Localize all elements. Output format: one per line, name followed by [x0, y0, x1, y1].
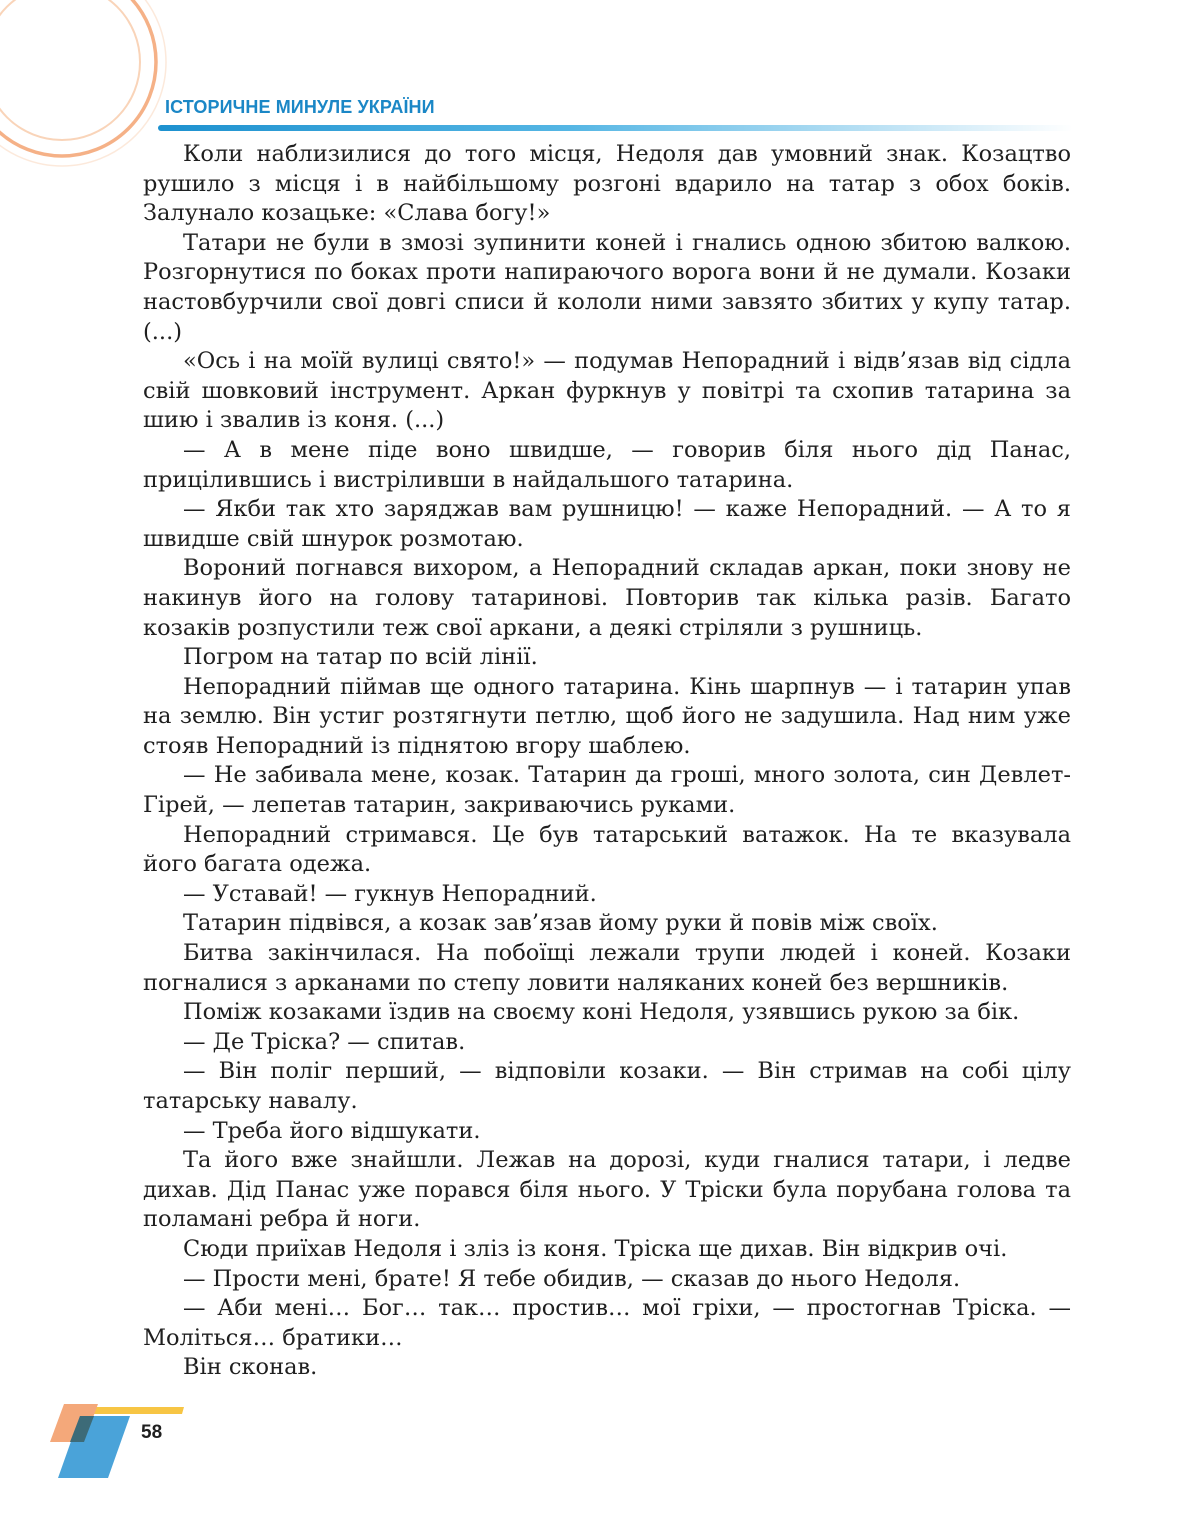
paragraph: — Прости мені, брате! Я тебе обидив, — сказав до нього Недоля. — [183, 1265, 961, 1292]
paragraph: «Ось і на моїй вулиці свято!» — подумав Непорадний і відв’язав від сідла свій шовковий інструмент. Аркан фуркнув у повітрі та схопив татарина за шию і звалив із коня. (...) — [143, 348, 1071, 434]
paragraph: Сюди приїхав Недоля і зліз із коня. Тріска ще дихав. Він відкрив очі. — [183, 1235, 1008, 1262]
paragraph: Та його вже знайшли. Лежав на дорозі, куди гналися татари, і ледве дихав. Дід Панас уже порався біля нього. У Тріски була порубана голова та поламані ребра й ноги. — [143, 1147, 1071, 1233]
header-rule — [158, 125, 1073, 131]
page-number: 58 — [141, 1422, 163, 1443]
paragraph: Битва закінчилася. На побоїщі лежали трупи людей і коней. Козаки погналися з арканами по степу ловити наляканих коней без вершників. — [143, 940, 1071, 996]
paragraph: Погром на татар по всій лінії. — [183, 644, 538, 671]
paragraph: — Треба його відшукати. — [183, 1117, 481, 1144]
paragraph: Татари не були в змозі зупинити коней і гнались одною збитою валкою. Розгорнутися по боках проти напираючого ворога вони й не думали. Козаки настовбурчили свої довгі списи й кололи ними завзято збитих у купу татар. (...) — [143, 229, 1071, 345]
paragraph: — Не забивала мене, козак. Татарин да гроші, много золота, син Девлет-Гірей, — лепетав татарин, закриваючись руками. — [143, 762, 1071, 819]
paragraph: — Де Тріска? — спитав. — [183, 1028, 466, 1055]
footer-yellow-bar — [86, 1407, 184, 1414]
paragraph: Коли наблизилися до того місця, Недоля дав умовний знак. Козацтво рушило з місця і в найбільшому розгоні вдарило на татар з обох боків. Залунало козацьке: «Слава богу!» — [143, 141, 1071, 227]
paragraph: Вороний погнався вихором, а Непорадний складав аркан, поки знову не накинув його на голову татаринові. Повторив так кілька разів. Багато козаків розпустили теж свої аркани, а деякі стріляли з рушниць. — [143, 555, 1071, 641]
paragraph: — Уставай! — гукнув Непорадний. — [183, 880, 597, 907]
paragraph: — А в мене піде воно швидше, — говорив біля нього дід Панас, прицілившись і вистріливши в найдальшого татарина. — [143, 436, 1071, 493]
paragraph: — Він поліг перший, — відповіли козаки. — Він стримав на собі цілу татарську навалу. — [143, 1058, 1071, 1114]
paragraph: — Аби мені… Бог… так… простив… мої гріхи, — простогнав Тріска. — Моліться… братики… — [143, 1295, 1071, 1351]
story-text — [143, 140, 1071, 1383]
paragraph: Непорадний стримався. Це був татарський ватажок. На те вказувала його багата одежа. — [143, 821, 1071, 878]
section-title: ІСТОРИЧНЕ МИНУЛЕ УКРАЇНИ — [165, 97, 435, 117]
paragraph: Поміж козаками їздив на своєму коні Недоля, узявшись рукою за бік. — [183, 999, 1020, 1026]
paragraph: — Якби так хто заряджав вам рушницю! — каже Непорадний. — А то я швидше свій шнурок розмотаю. — [143, 496, 1071, 552]
paragraph: Татарин підвівся, а козак зав’язав йому руки й повів між своїх. — [183, 910, 938, 937]
paragraph: Він сконав. — [183, 1354, 318, 1381]
page-corner-shapes — [50, 1402, 190, 1482]
paragraph: Непорадний піймав ще одного татарина. Кінь шарпнув — і татарин упав на землю. Він устиг розтягнути петлю, щоб його не задушила. Над ним уже стояв Непорадний із піднятою вгору шаблею. — [143, 673, 1071, 759]
